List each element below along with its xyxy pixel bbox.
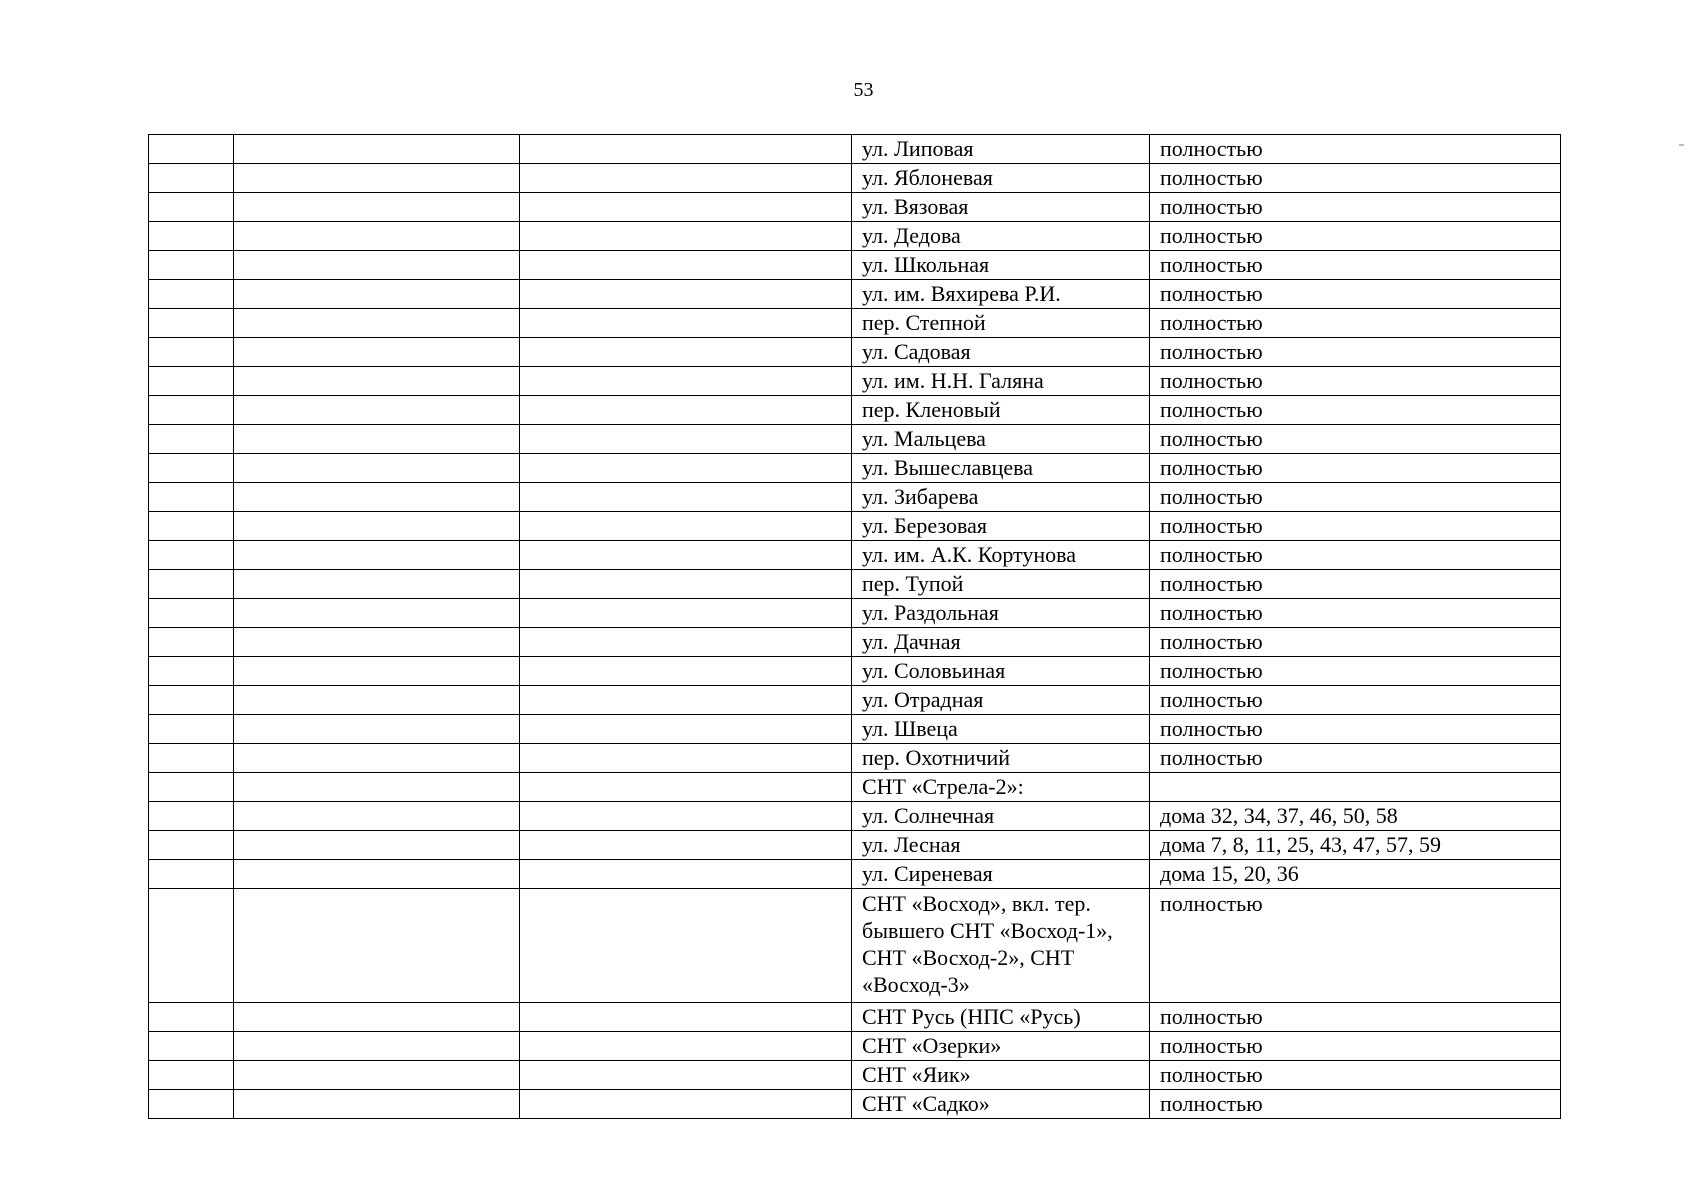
- empty-cell-col-2: [234, 715, 520, 744]
- empty-cell-col-3: [520, 570, 852, 599]
- table-row: [149, 425, 1561, 454]
- street-cell: ул. Швеца: [852, 715, 1150, 744]
- street-cell: ул. Зибарева: [852, 483, 1150, 512]
- street-cell: СНТ «Восход», вкл. тер. бывшего СНТ «Восход-1», СНТ «Восход-2», СНТ «Восход-3»: [852, 889, 1150, 1003]
- empty-cell-col-2: [234, 251, 520, 280]
- table-row: [149, 512, 1561, 541]
- empty-cell-col-2: [234, 309, 520, 338]
- table-row: [149, 715, 1561, 744]
- empty-cell-col-1: [149, 251, 234, 280]
- empty-cell-col-1: [149, 454, 234, 483]
- coverage-cell: полностью: [1150, 135, 1561, 164]
- empty-cell-col-2: [234, 1090, 520, 1119]
- coverage-cell: полностью: [1150, 599, 1561, 628]
- empty-cell-col-1: [149, 889, 234, 1003]
- street-cell: ул. Дачная: [852, 628, 1150, 657]
- empty-cell-col-1: [149, 193, 234, 222]
- empty-cell-col-1: [149, 541, 234, 570]
- empty-cell-col-1: [149, 744, 234, 773]
- empty-cell-col-3: [520, 512, 852, 541]
- empty-cell-col-2: [234, 483, 520, 512]
- table-row: [149, 860, 1561, 889]
- empty-cell-col-2: [234, 164, 520, 193]
- empty-cell-col-1: [149, 686, 234, 715]
- empty-cell-col-2: [234, 744, 520, 773]
- coverage-cell: [1150, 773, 1561, 802]
- empty-cell-col-2: [234, 367, 520, 396]
- coverage-cell: полностью: [1150, 686, 1561, 715]
- empty-cell-col-2: [234, 570, 520, 599]
- street-cell: ул. Солнечная: [852, 802, 1150, 831]
- street-cell: СНТ «Садко»: [852, 1090, 1150, 1119]
- table-row: [149, 628, 1561, 657]
- empty-cell-col-3: [520, 744, 852, 773]
- empty-cell-col-3: [520, 135, 852, 164]
- street-cell: пер. Охотничий: [852, 744, 1150, 773]
- empty-cell-col-3: [520, 1003, 852, 1032]
- coverage-cell: полностью: [1150, 628, 1561, 657]
- empty-cell-col-2: [234, 1032, 520, 1061]
- street-cell: ул. Мальцева: [852, 425, 1150, 454]
- street-cell: ул. Сиреневая: [852, 860, 1150, 889]
- empty-cell-col-3: [520, 1032, 852, 1061]
- empty-cell-col-1: [149, 280, 234, 309]
- empty-cell-col-2: [234, 889, 520, 1003]
- table-row: [149, 309, 1561, 338]
- empty-cell-col-1: [149, 338, 234, 367]
- empty-cell-col-3: [520, 860, 852, 889]
- empty-cell-col-1: [149, 715, 234, 744]
- empty-cell-col-3: [520, 338, 852, 367]
- coverage-cell: полностью: [1150, 657, 1561, 686]
- scan-artifact: [1679, 144, 1684, 146]
- empty-cell-col-3: [520, 483, 852, 512]
- street-cell: ул. им. Вяхирева Р.И.: [852, 280, 1150, 309]
- empty-cell-col-2: [234, 773, 520, 802]
- empty-cell-col-3: [520, 309, 852, 338]
- coverage-cell: дома 15, 20, 36: [1150, 860, 1561, 889]
- coverage-cell: полностью: [1150, 1090, 1561, 1119]
- coverage-cell: полностью: [1150, 425, 1561, 454]
- empty-cell-col-3: [520, 628, 852, 657]
- empty-cell-col-1: [149, 1061, 234, 1090]
- empty-cell-col-3: [520, 222, 852, 251]
- empty-cell-col-1: [149, 860, 234, 889]
- empty-cell-col-1: [149, 1003, 234, 1032]
- table-row: [149, 222, 1561, 251]
- street-cell: пер. Тупой: [852, 570, 1150, 599]
- street-cell: ул. им. Н.Н. Галяна: [852, 367, 1150, 396]
- empty-cell-col-3: [520, 541, 852, 570]
- table-row: [149, 570, 1561, 599]
- table-row: [149, 657, 1561, 686]
- empty-cell-col-1: [149, 367, 234, 396]
- empty-cell-col-2: [234, 657, 520, 686]
- table-row: [149, 599, 1561, 628]
- empty-cell-col-1: [149, 773, 234, 802]
- street-cell: ул. Школьная: [852, 251, 1150, 280]
- empty-cell-col-2: [234, 135, 520, 164]
- empty-cell-col-2: [234, 831, 520, 860]
- street-cell: СНТ «Яик»: [852, 1061, 1150, 1090]
- empty-cell-col-3: [520, 831, 852, 860]
- table-row: [149, 831, 1561, 860]
- empty-cell-col-1: [149, 628, 234, 657]
- empty-cell-col-1: [149, 657, 234, 686]
- empty-cell-col-3: [520, 773, 852, 802]
- coverage-cell: полностью: [1150, 367, 1561, 396]
- empty-cell-col-3: [520, 599, 852, 628]
- street-cell: ул. Дедова: [852, 222, 1150, 251]
- empty-cell-col-2: [234, 222, 520, 251]
- street-cell: СНТ «Озерки»: [852, 1032, 1150, 1061]
- empty-cell-col-3: [520, 1090, 852, 1119]
- empty-cell-col-3: [520, 715, 852, 744]
- empty-cell-col-2: [234, 425, 520, 454]
- empty-cell-col-3: [520, 889, 852, 1003]
- empty-cell-col-1: [149, 570, 234, 599]
- empty-cell-col-2: [234, 628, 520, 657]
- table-row: [149, 396, 1561, 425]
- table-row: [149, 744, 1561, 773]
- street-cell: ул. Раздольная: [852, 599, 1150, 628]
- empty-cell-col-1: [149, 483, 234, 512]
- table-row: [149, 686, 1561, 715]
- table-row: [149, 251, 1561, 280]
- empty-cell-col-3: [520, 802, 852, 831]
- empty-cell-col-3: [520, 367, 852, 396]
- street-cell: ул. им. А.К. Кортунова: [852, 541, 1150, 570]
- empty-cell-col-1: [149, 164, 234, 193]
- coverage-cell: полностью: [1150, 1003, 1561, 1032]
- empty-cell-col-2: [234, 512, 520, 541]
- table-row: [149, 802, 1561, 831]
- empty-cell-col-3: [520, 280, 852, 309]
- address-table-body: [149, 135, 1561, 1119]
- empty-cell-col-3: [520, 425, 852, 454]
- table-row: [149, 1090, 1561, 1119]
- empty-cell-col-2: [234, 338, 520, 367]
- empty-cell-col-1: [149, 309, 234, 338]
- coverage-cell: полностью: [1150, 715, 1561, 744]
- empty-cell-col-3: [520, 193, 852, 222]
- coverage-cell: полностью: [1150, 193, 1561, 222]
- empty-cell-col-3: [520, 454, 852, 483]
- coverage-cell: дома 7, 8, 11, 25, 43, 47, 57, 59: [1150, 831, 1561, 860]
- table-row: [149, 889, 1561, 1003]
- table-row: [149, 135, 1561, 164]
- table-row: [149, 1061, 1561, 1090]
- page-number: 53: [853, 79, 874, 101]
- empty-cell-col-2: [234, 193, 520, 222]
- empty-cell-col-2: [234, 802, 520, 831]
- empty-cell-col-1: [149, 831, 234, 860]
- coverage-cell: полностью: [1150, 1032, 1561, 1061]
- table-row: [149, 367, 1561, 396]
- empty-cell-col-2: [234, 599, 520, 628]
- coverage-cell: полностью: [1150, 396, 1561, 425]
- empty-cell-col-1: [149, 599, 234, 628]
- table-row: [149, 193, 1561, 222]
- coverage-cell: полностью: [1150, 570, 1561, 599]
- street-cell: ул. Яблоневая: [852, 164, 1150, 193]
- street-cell: пер. Степной: [852, 309, 1150, 338]
- coverage-cell: полностью: [1150, 744, 1561, 773]
- street-cell: ул. Березовая: [852, 512, 1150, 541]
- empty-cell-col-3: [520, 396, 852, 425]
- empty-cell-col-2: [234, 686, 520, 715]
- empty-cell-col-1: [149, 135, 234, 164]
- street-cell: ул. Вязовая: [852, 193, 1150, 222]
- coverage-cell: дома 32, 34, 37, 46, 50, 58: [1150, 802, 1561, 831]
- street-cell: ул. Отрадная: [852, 686, 1150, 715]
- street-cell: пер. Кленовый: [852, 396, 1150, 425]
- coverage-cell: полностью: [1150, 541, 1561, 570]
- coverage-cell: полностью: [1150, 483, 1561, 512]
- empty-cell-col-2: [234, 454, 520, 483]
- coverage-cell: полностью: [1150, 280, 1561, 309]
- empty-cell-col-2: [234, 541, 520, 570]
- street-cell: ул. Соловьиная: [852, 657, 1150, 686]
- empty-cell-col-2: [234, 1061, 520, 1090]
- coverage-cell: полностью: [1150, 1061, 1561, 1090]
- street-cell: ул. Лесная: [852, 831, 1150, 860]
- table-row: [149, 280, 1561, 309]
- empty-cell-col-1: [149, 1032, 234, 1061]
- table-row: [149, 1032, 1561, 1061]
- coverage-cell: полностью: [1150, 338, 1561, 367]
- empty-cell-col-2: [234, 860, 520, 889]
- coverage-cell: полностью: [1150, 309, 1561, 338]
- empty-cell-col-3: [520, 164, 852, 193]
- coverage-cell: полностью: [1150, 454, 1561, 483]
- coverage-cell: полностью: [1150, 889, 1561, 1003]
- empty-cell-col-3: [520, 1061, 852, 1090]
- table-row: [149, 454, 1561, 483]
- empty-cell-col-3: [520, 686, 852, 715]
- empty-cell-col-1: [149, 425, 234, 454]
- table-row: [149, 1003, 1561, 1032]
- table-row: [149, 483, 1561, 512]
- empty-cell-col-1: [149, 1090, 234, 1119]
- address-table: [148, 134, 1561, 1119]
- empty-cell-col-3: [520, 657, 852, 686]
- empty-cell-col-1: [149, 512, 234, 541]
- coverage-cell: полностью: [1150, 512, 1561, 541]
- table-row: [149, 773, 1561, 802]
- empty-cell-col-1: [149, 802, 234, 831]
- empty-cell-col-2: [234, 396, 520, 425]
- coverage-cell: полностью: [1150, 222, 1561, 251]
- street-cell: СНТ «Стрела-2»:: [852, 773, 1150, 802]
- coverage-cell: полностью: [1150, 251, 1561, 280]
- street-cell: СНТ Русь (НПС «Русь): [852, 1003, 1150, 1032]
- empty-cell-col-1: [149, 222, 234, 251]
- empty-cell-col-2: [234, 280, 520, 309]
- empty-cell-col-3: [520, 251, 852, 280]
- empty-cell-col-2: [234, 1003, 520, 1032]
- table-row: [149, 338, 1561, 367]
- table-row: [149, 541, 1561, 570]
- empty-cell-col-1: [149, 396, 234, 425]
- table-row: [149, 164, 1561, 193]
- street-cell: ул. Вышеславцева: [852, 454, 1150, 483]
- street-cell: ул. Садовая: [852, 338, 1150, 367]
- street-cell: ул. Липовая: [852, 135, 1150, 164]
- coverage-cell: полностью: [1150, 164, 1561, 193]
